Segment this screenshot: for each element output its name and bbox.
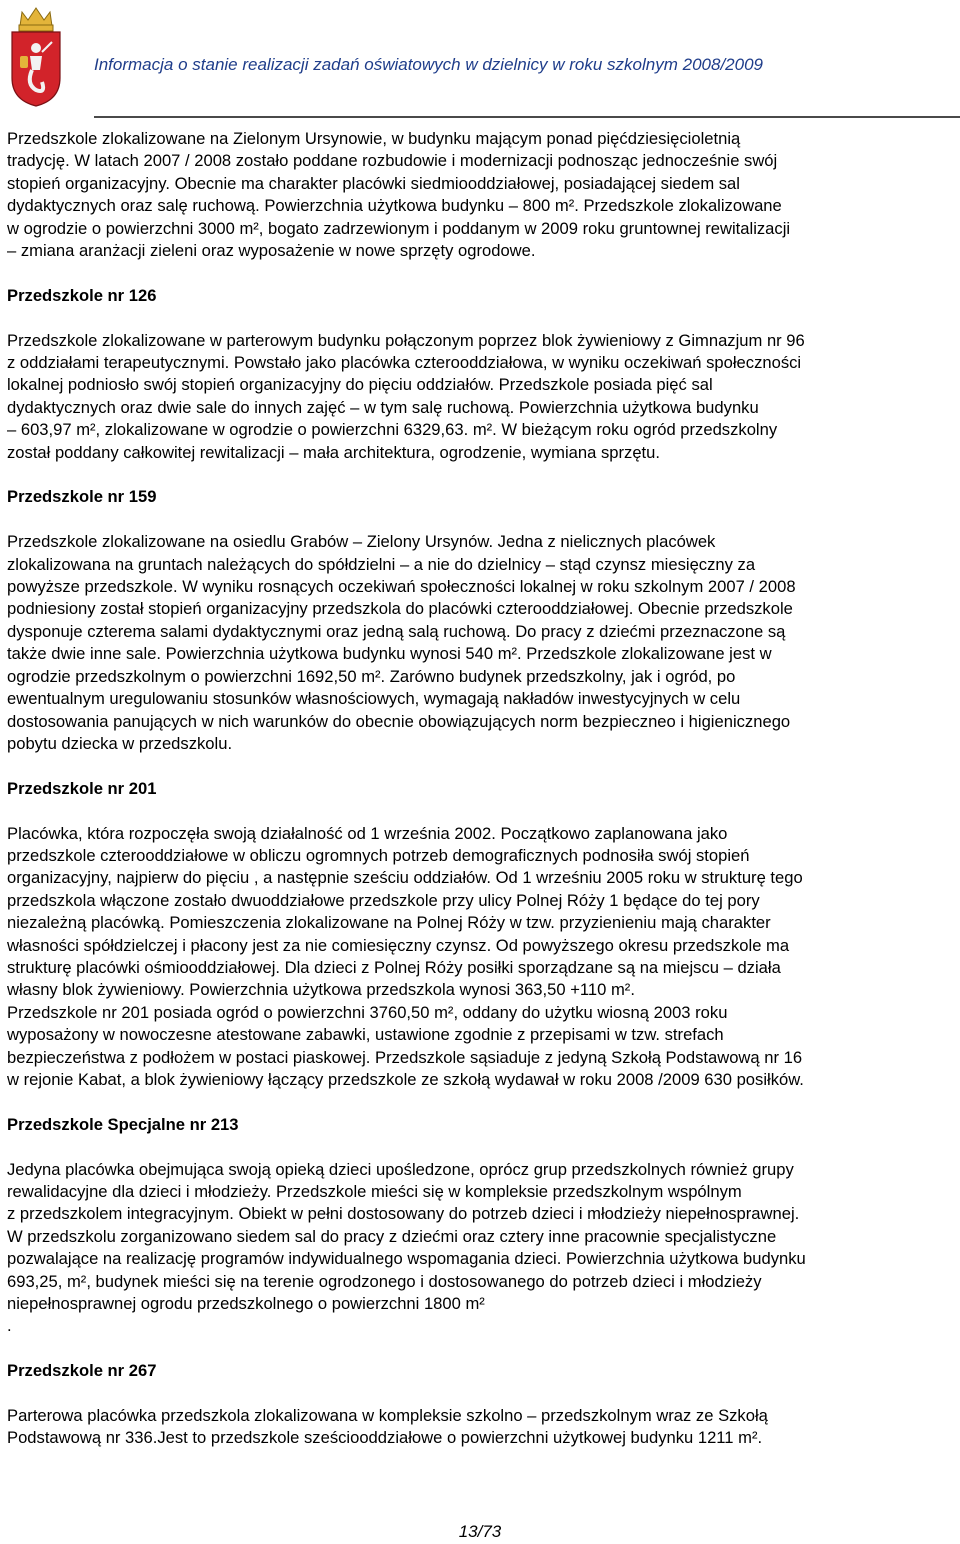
section-paragraph: Parterowa placówka przedszkola zlokalizowana w kompleksie szkolno – przedszkolnym wraz ze Szkołą Podstawową nr 336.Jest to przedszkole sześciooddziałowe o powierzchni użytkowej budynku 1211 m².	[7, 1406, 768, 1448]
header-divider	[94, 116, 960, 118]
section-heading: Przedszkole nr 267	[7, 1361, 157, 1381]
section-paragraph: Przedszkole zlokalizowane na osiedlu Grabów – Zielony Ursynów. Jedna z nielicznych placówek zlokalizowana na gruntach należących do spółdzielni – a nie do dzielnicy – stąd czynsz miesięczny za powyższe przedszkole. W wyniku rosnących oczekiwań społeczności lokalnej w roku szkolnym 2007 / 2008 podniesiony został stopień organizacyjny przedszkola do placówki czterooddziałowej. Obecnie przedszkole dysponuje czterema salami dydaktycznymi oraz jedną salą ruchową. Do pracy z dziećmi przeznaczone są także dwie inne sale. Powierzchnia użytkowa budynku wynosi 540 m². Przedszkole zlokalizowane jest w ogrodzie przedszkolnym o powierzchni 1692,50 m². Zarówno budynek przedszkolny, jak i ogród, po ewentualnym uregulowaniu stosunków własnościowych, wymagają nakładów inwestycyjnych w celu dostosowania panujących w nich warunków do obecnie obowiązujących norm bezpieczneo i higienicznego pobytu dziecka w przedszkolu.	[7, 532, 796, 753]
section-heading: Przedszkole nr 126	[7, 285, 157, 305]
section-heading: Przedszkole nr 159	[7, 487, 157, 507]
page-header	[0, 0, 960, 118]
document-body	[7, 128, 955, 1450]
intro-paragraph: Przedszkole zlokalizowane na Zielonym Ursynowie, w budynku mającym ponad pięćdziesięcioletnią tradycję. W latach 2007 / 2008 zostało poddane rozbudowie i modernizacji podnosząc jednocześnie swój stopień organizacyjny. Obecnie ma charakter placówki siedmiooddziałowej, posiadającej siedem sal dydaktycznych oraz salę ruchową. Powierzchnia użytkowa budynku – 800 m². Przedszkole zlokalizowane w ogrodzie o powierzchni 3000 m², bogato zadrzewionym i poddanym w 2009 roku gruntownej rewitalizacji – zmiana aranżacji zieleni oraz wyposażenie w nowe sprzęty ogrodowe.	[7, 129, 791, 261]
section-paragraph: Jedyna placówka obejmująca swoją opieką dzieci upośledzone, oprócz grup przedszkolnych również grupy rewalidacyjne dla dzieci i młodzieży. Przedszkole mieści się w kompleksie przedszkolnym wspólnym z przedszkolem integracyjnym. Obiekt w pełni dostosowany do potrzeb dzieci i młodzieży niepełnosprawnej. W przedszkolu zorganizowano siedem sal do pracy z dziećmi oraz cztery inne pracownie specjalistyczne pozwalające na realizację programów indywidualnego wspomagania dzieci. Powierzchnia użytkowa budynku 693,25, m², budynek mieści się na terenie ogrodzonego i dostosowanego do potrzeb dzieci i młodzieży niepełnosprawnej ogrodu przedszkolnego o powierzchni 1800 m² .	[7, 1159, 806, 1336]
section-heading: Przedszkole Specjalne nr 213	[7, 1114, 239, 1134]
document-header-title: Informacja o stanie realizacji zadań oświatowych w dzielnicy w roku szkolnym 2008/2009	[94, 55, 763, 74]
section-paragraph: Przedszkole zlokalizowane w parterowym budynku połączonym poprzez blok żywieniowy z Gimnazjum nr 96 z oddziałami terapeutycznymi. Powstało jako placówka czterooddziałowa, w wyniku oczekiwań społeczności lokalnej podniosło swój stopień organizacyjny do pięciu oddziałów. Przedszkole posiada pięć sal dydaktycznych oraz dwie sale do innych zajęć – w tym salę ruchową. Powierzchnia użytkowa budynku – 603,97 m², zlokalizowane w ogrodzie o powierzchni 6329,63. m². W bieżącym roku ogród przedszkolny został poddany całkowitej rewitalizacji – mała architektura, ogrodzenie, wymiana sprzętu.	[7, 330, 805, 462]
page-number: 13/73	[458, 1522, 502, 1541]
section-paragraph: Placówka, która rozpoczęła swoją działalność od 1 września 2002. Początkowo zaplanowana jako przedszkole czterooddziałowe w obliczu ogromnych potrzeb demograficznych podnosiła swój stopień organizacyjny, najpierw do pięciu , a następnie sześciu oddziałów. Od 1 wrześniu 2005 roku w strukturę tego przedszkola włączone zostało dwuoddziałowe przedszkole przy ulicy Polnej Róży 1 będące do tej pory niezależną placówką. Pomieszczenia zlokalizowane na Polnej Róży w tzw. przyzienieniu mają charakter własności spółdzielczej i płacony jest za nie comiesięczny czynsz. Od powyższego okresu przedszkole ma strukturę placówki ośmiooddziałowej. Dla dzieci z Polnej Róży posiłki sporządzane są na miejscu – działa własny blok żywieniowy. Powierzchnia użytkowa przedszkola wynosi 363,50 +110 m². Przedszkole nr 201 posiada ogród o powierzchni 3760,50 m², oddany do użytku wiosną 2003 roku wyposażony w nowoczesne atestowane zabawki, ustawione zgodnie z przepisami w tzw. strefach bezpieczeństwa z podłożem w postaci piaskowej. Przedszkole sąsiaduje z jedyną Szkołą Podstawową nr 16 w rejonie Kabat, a blok żywieniowy łączący przedszkole ze szkołą wydawał w roku 2008 /2009 630 posiłków.	[7, 823, 804, 1089]
section-heading: Przedszkole nr 201	[7, 778, 157, 798]
warsaw-coat-of-arms-icon	[8, 4, 64, 108]
